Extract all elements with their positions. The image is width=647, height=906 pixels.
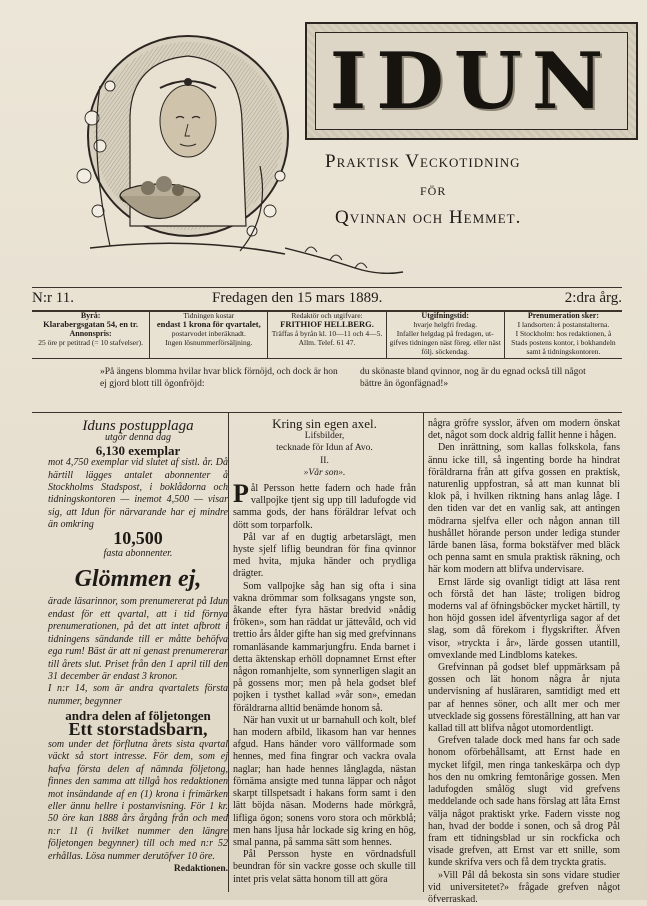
reminder-heading: Glömmen ej,: [74, 566, 202, 593]
issue-year: 2:dra årg.: [564, 290, 622, 306]
circulation-figure: 6,130 exemplar: [95, 442, 181, 458]
story-paragraph: »Vill Pål då bekosta sin sons vidare studier vid universitetet?» frågade grefven något öfverraskad.: [428, 869, 620, 905]
info-cell-schedule: [387, 310, 505, 358]
issue-date-row: [32, 287, 622, 312]
reminder-text: ärade läsarinnor, som prenumererat på Idun endast för ett qvartal, att i tid förnya prenumerationen, på det att intet afbrott i tidningens sändande till er måtte behöfva ega rum! Bäst är att ni genast prenumererar till årets slut. Priset från den 1 april till den 31 december är endast 3 kronor.: [48, 596, 228, 682]
editorial-signature: Redaktionen.: [173, 864, 228, 874]
info-line: endast 1 krona för qvartalet,: [156, 319, 261, 329]
story-paragraph: När han vuxit ut ur barnahull och kolt, blef han modern afbild, likasom han var hennes afgud. Hans händer voro vällformade som hennes, med fina fingrar och vackra ovala naglar; han hade hennes långlagda, nästan förnäma ansigte med tunna läppar och något skarpt tillspetsadt i hakans form samt i den lätt böjda näsan. Moderns hade mörkgrå, lifliga ögon; sonens voro stora och mörkblå; men hans ljusa hår lockade sig kring en hög, smal panna, på samma sätt som hennes.: [233, 714, 416, 848]
info-head: Byrå:: [80, 311, 101, 320]
info-cell-price: [150, 310, 268, 358]
story-paragraph: Pål var af en dugtig arbetarslägt, men hyste sjelf liflig beundran för fina qvinnor med hvita, mjuka händer och prydliga drägter.: [233, 531, 416, 580]
info-line: postens kontor, i bokhandeln samt å tidningskontoren.: [526, 338, 616, 356]
publication-info-row: [32, 310, 622, 359]
left-column: [48, 418, 228, 875]
info-line: Träffas å byrån kl. 10—11 och 4—5.: [271, 329, 383, 338]
circulation-heading: Iduns postupplaga: [82, 418, 194, 434]
right-column: [428, 418, 620, 906]
info-cell-office: [32, 310, 150, 358]
info-line: FRITHIOF HELLBERG.: [280, 319, 374, 329]
issue-number: N:r 11.: [32, 290, 74, 306]
info-head: Prenumeration sker:: [527, 311, 599, 320]
info-line: I Stockholm: hos redaktionen, å Stads: [511, 329, 612, 347]
circulation-text: mot 4,750 exemplar vid slutet af sistl. år. Då härtill lägges antalet abonnenter å Stockholms Stadspost, i boklådorna och tidningskontoren — inemot 4,500 — visar sig, att Idun för närvarande har ej mindre än omkring: [48, 457, 228, 531]
masthead-title-box: [305, 22, 638, 140]
info-line: postarvodet inberäknadt.: [171, 329, 246, 338]
info-head: Redaktör och utgifvare:: [291, 311, 363, 320]
masthead-title: IDUN: [329, 35, 614, 127]
serial-text: som under det förflutna årets sista qvartal väckt så stort intresse. För dem, som ej hafva första delen af nämnda följetong, finnes den samma att tillgå hos redaktionen mot insändande af en (1) krona i frimärken eller ännu hellre i postanvisning. För 1 kr. 50 öre kan 1888 års årgång från och med n:r 11 (i hvilket nummer den längre följetongen begynner) till och med n:r 52 erhållas. Lösa nummer derutöfver 10 öre.: [48, 738, 228, 862]
info-head: Utgifningstid:: [421, 311, 469, 320]
subscriber-figure: 10,500: [113, 527, 163, 548]
info-line: Klarabergsgatan 54, en tr.: [43, 319, 139, 329]
story-paragraph: Ernst lärde sig ovanligt tidigt att läsa rent och förstå det han läste; troligen bidrog moderns val af öfningsböcker mycket härtill, ty hon höjd gossen idel äfventyrliga sagor af det slag, som då förekom i flygskrifter. Äfven visor, »tryckta i år», lärde gossen utantill, omvexlande med Lindbloms katekes.: [428, 576, 620, 661]
portrait-illustration: [70, 26, 290, 256]
middle-column: [233, 418, 416, 886]
info-line: Infaller helgdag på fredagen, ut-: [396, 329, 494, 338]
info-cell-subscription: [505, 310, 622, 358]
subtitle-line-3: Qvinnan och Hemmet.: [335, 207, 522, 228]
story-paragraph: Den inrättning, som kallas folkskola, fans ännu icke till, så ingenting borde ha hindrat föräldrarna från att gifva gossen en praktisk, naturenlig uppfostran, så att man kunnat bli klok på, i hvilken riktning hans anlag låge. I den tiden var det en vanlig sak, att antingen mödrarna sjelfva eller och någon annan till hushållet hörande person under lediga stunder lärde banen läsa, forma bokstäfver med bläck och penna samt en smula praktisk räkning, och här kom modern att blifva undervisare.: [428, 442, 620, 576]
story-byline: tecknade för Idun af Avo.: [276, 443, 373, 454]
story-paragraph: Pål Persson hyste en vördnadsfull beundran för sin vackre gosse och skulle till intet pris velat sätta honom till att göra: [233, 849, 416, 885]
info-line: Allm. Telef. 61 47.: [298, 338, 356, 347]
story-paragraph: Grefven talade dock med hans far och sade honom oförbehållsamt, att Ernst hade en mycket lifgil, men ringa tankeskärpa och dyp hos den nu omkring femtonårige gossen. Men ladufogden smålög slugt vid grefvens meddelande och sade hans förslag att låta Ernst välja något praktiskt yrke. Fadern visste nog han, hvad der bodde i sonen, och så drog Pål fram ett tidningsblad ur sin rockficka och visade grefven, att Ernst var ett snille, som kunde skrifva vers och få dem tryckta gratis.: [428, 735, 620, 869]
subscriber-line: fasta abonnenter.: [103, 548, 173, 560]
info-cell-editor: [268, 310, 386, 358]
drop-cap: P: [233, 479, 249, 509]
story-paragraph: Som vallpojke såg han sig ofta i sina vakna drömmar som folksagans yngste son, åkande efter fyra hästar bredvid »nådig fröken», som han räddat ur jättevåld, och vid trettio års ålder gifte han sig med grefvinnans romanläsande kammarjungfru. Enda barnet i detta äktenskap erhöll dopnamnet Ernst efter någon romanhjelte, som synnerligen slagit an på gossens mor; men på hela godset blef pojken i tysthet kallad »vår son», emedan föräldrarna alltid benämde honom så.: [233, 580, 416, 714]
info-line: 25 öre pr petitrad (= 10 stafvelser).: [38, 338, 144, 347]
story-subtitle: Lifsbilder,: [304, 431, 345, 442]
story-chapter: »Vår son».: [303, 467, 346, 478]
masthead-title-panel: [315, 32, 628, 130]
column-divider: [423, 412, 424, 892]
serial-intro: I n:r 14, som är andra qvartalets första nummer, begynner: [48, 683, 228, 707]
issue-date: Fredagen den 15 mars 1889.: [212, 290, 383, 306]
story-title: Kring sin egen axel.: [272, 416, 377, 431]
story-paragraph: några gröfre sysslor, äfven om modern önskat det, något som dock aldrig fallit henne i hågen.: [428, 418, 620, 442]
column-top-rule: [32, 412, 622, 413]
subtitle-line-2: för: [420, 180, 447, 199]
serial-heading: andra delen af följetongen: [65, 708, 211, 724]
info-line: I landsorten: å postanstalterna.: [517, 320, 610, 329]
subtitle-line-1: Praktisk Veckotidning: [325, 151, 521, 172]
masthead-subtitle: [325, 148, 625, 232]
info-line: hvarje helgfri fredag.: [413, 320, 477, 329]
circulation-line: utgör denna dag: [104, 432, 172, 444]
motto: [100, 366, 600, 390]
info-line: gifves tidningen näst föreg. eller näst följ. söckendag.: [389, 338, 501, 356]
story-paragraph: Grefvinnan på godset blef uppmärksam på gossen och lät honom några år njuta undervisning af husläraren, samtidigt med ett par af hennes söner, och allt mer och mer utvecklade sig gossens föreställning, att han var kallad till att blifva något utomordentligt.: [428, 662, 620, 735]
motto-right: du skönaste bland qvinnor, nog är du egnad också till något bättre än ögonfägnad!»: [360, 367, 586, 389]
motto-left: »På ängens blomma hvilar hvar blick förnöjd, och dock är hon ej gjord blott till ögonfröjd:: [100, 367, 338, 389]
ornament-vine: [285, 228, 405, 278]
story-paragraph: ål Persson hette fadern och hade från vallpojke tjent sig upp till ladufogde vid samma gods, der hans föräldrar lefvat och dött som torparfolk.: [233, 483, 416, 531]
info-subhead: Annonspris:: [69, 329, 112, 338]
column-divider: [228, 412, 229, 892]
info-line: Ingen lösnummerförsäljning.: [165, 338, 253, 347]
info-head: Tidningen kostar: [183, 311, 235, 320]
serial-title: Ett storstadsbarn,: [68, 718, 208, 739]
story-part: II.: [320, 455, 329, 466]
